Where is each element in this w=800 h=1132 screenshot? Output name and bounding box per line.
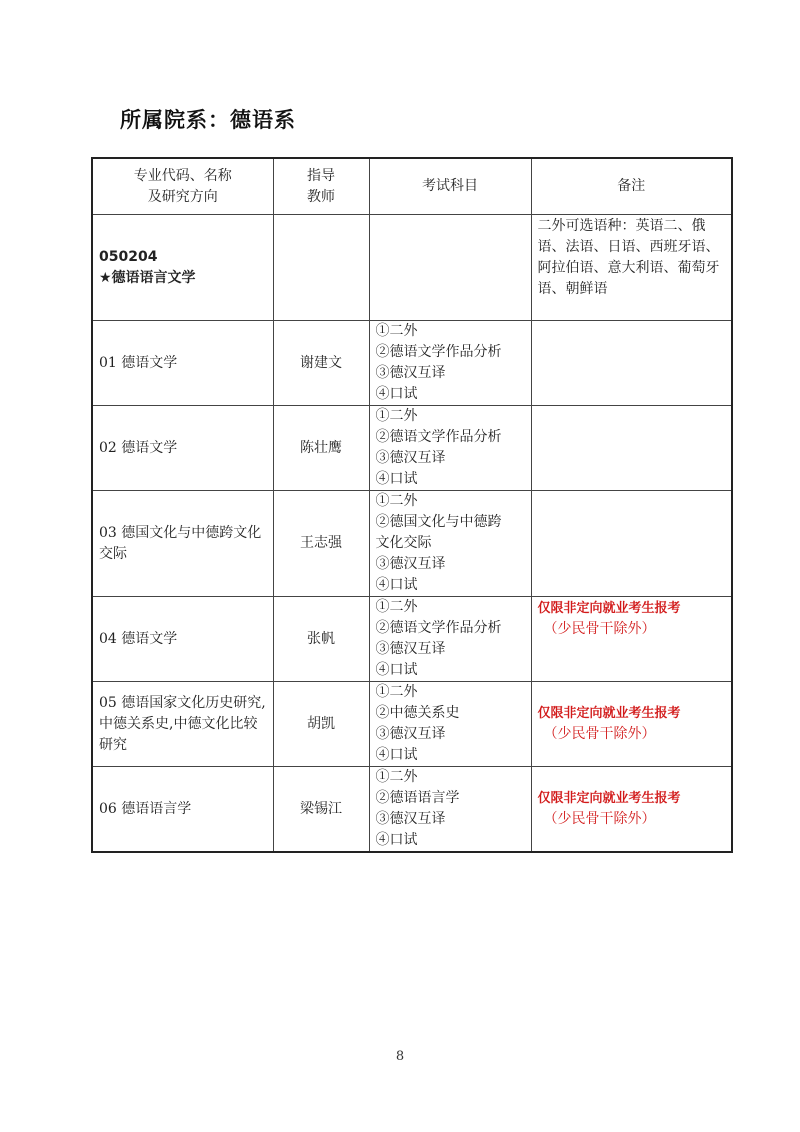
program-table: [91, 157, 733, 853]
exam-item: ②德语文学作品分析: [375, 620, 502, 636]
exam-cell: [369, 321, 531, 406]
exam-item: ④口试: [375, 577, 418, 593]
restriction-note: （少民骨干除外）: [543, 811, 656, 827]
major-code: 050204: [99, 248, 158, 265]
header-major: [92, 158, 273, 215]
table-row: [92, 321, 732, 406]
header-teacher: [273, 158, 369, 215]
exam-item: ②德语文学作品分析: [375, 429, 502, 445]
exam-item: ④口试: [375, 747, 418, 763]
header-major-line2: 及研究方向: [147, 188, 218, 205]
direction-cell: 05 德语国家文化历史研究,中德关系史,中德文化比较研究: [92, 682, 273, 767]
notes-cell: [531, 406, 732, 491]
notes-cell: [531, 682, 732, 767]
notes-cell: [531, 491, 732, 597]
exam-item: ③德汉互译: [375, 811, 446, 827]
exam-item: ①二外: [375, 323, 418, 339]
restriction-text: 仅限非定向就业考生报考: [537, 601, 681, 616]
major-name: ★德语语言文学: [99, 269, 196, 286]
major-cell: [92, 215, 273, 321]
major-row: [92, 215, 732, 321]
header-teacher-line1: 指导: [307, 167, 335, 184]
direction-cell: 06 德语语言学: [92, 767, 273, 853]
major-notes: 二外可选语种：英语二、俄语、法语、日语、西班牙语、阿拉伯语、意大利语、葡萄牙语、朝鲜语: [531, 215, 732, 321]
header-notes: 备注: [531, 158, 732, 215]
table-row: [92, 597, 732, 682]
restriction-note: （少民骨干除外）: [543, 726, 656, 742]
exam-item: ②德语语言学: [375, 790, 460, 806]
teacher-cell: 王志强: [273, 491, 369, 597]
restriction-note: （少民骨干除外）: [543, 621, 656, 637]
table-row: [92, 767, 732, 853]
notes-cell: [531, 597, 732, 682]
restriction-text: 仅限非定向就业考生报考: [537, 706, 681, 721]
notes-cell: [531, 321, 732, 406]
direction-cell: 03 德国文化与中德跨文化交际: [92, 491, 273, 597]
exam-item: ④口试: [375, 386, 418, 402]
exam-item: ③德汉互译: [375, 556, 446, 572]
exam-item: ④口试: [375, 471, 418, 487]
table-row: [92, 406, 732, 491]
header-exam: 考试科目: [369, 158, 531, 215]
teacher-cell: 陈壮鹰: [273, 406, 369, 491]
exam-item: ①二外: [375, 684, 418, 700]
teacher-cell: 张帆: [273, 597, 369, 682]
department-title: 所属院系：德语系: [120, 108, 296, 132]
notes-cell: [531, 767, 732, 853]
exam-item: ③德汉互译: [375, 365, 446, 381]
exam-item: ④口试: [375, 662, 418, 678]
table-row: [92, 682, 732, 767]
exam-item: ①二外: [375, 408, 418, 424]
header-major-line1: 专业代码、名称: [133, 167, 232, 184]
exam-cell: [369, 491, 531, 597]
teacher-cell: 谢建文: [273, 321, 369, 406]
table-row: [92, 491, 732, 597]
teacher-cell: 梁锡江: [273, 767, 369, 853]
exam-item: ③德汉互译: [375, 726, 446, 742]
direction-cell: 02 德语文学: [92, 406, 273, 491]
exam-item: ①二外: [375, 493, 418, 509]
direction-cell: 04 德语文学: [92, 597, 273, 682]
restriction-text: 仅限非定向就业考生报考: [537, 791, 681, 806]
page-number: 8: [395, 1049, 405, 1064]
direction-cell: 01 德语文学: [92, 321, 273, 406]
header-teacher-line2: 教师: [307, 188, 335, 205]
exam-item: ②德国文化与中德跨: [375, 514, 502, 530]
exam-item: ②德语文学作品分析: [375, 344, 502, 360]
exam-item: ④口试: [375, 832, 418, 848]
major-teacher-cell: [273, 215, 369, 321]
exam-cell: [369, 767, 531, 853]
exam-item: ①二外: [375, 769, 418, 785]
table-header-row: [92, 158, 732, 215]
exam-item: 文化交际: [375, 535, 432, 551]
teacher-cell: 胡凯: [273, 682, 369, 767]
exam-item: ①二外: [375, 599, 418, 615]
exam-item: ②中德关系史: [375, 705, 460, 721]
exam-item: ③德汉互译: [375, 641, 446, 657]
exam-item: ③德汉互译: [375, 450, 446, 466]
exam-cell: [369, 597, 531, 682]
exam-cell: [369, 406, 531, 491]
exam-cell: [369, 682, 531, 767]
major-exam-cell: [369, 215, 531, 321]
